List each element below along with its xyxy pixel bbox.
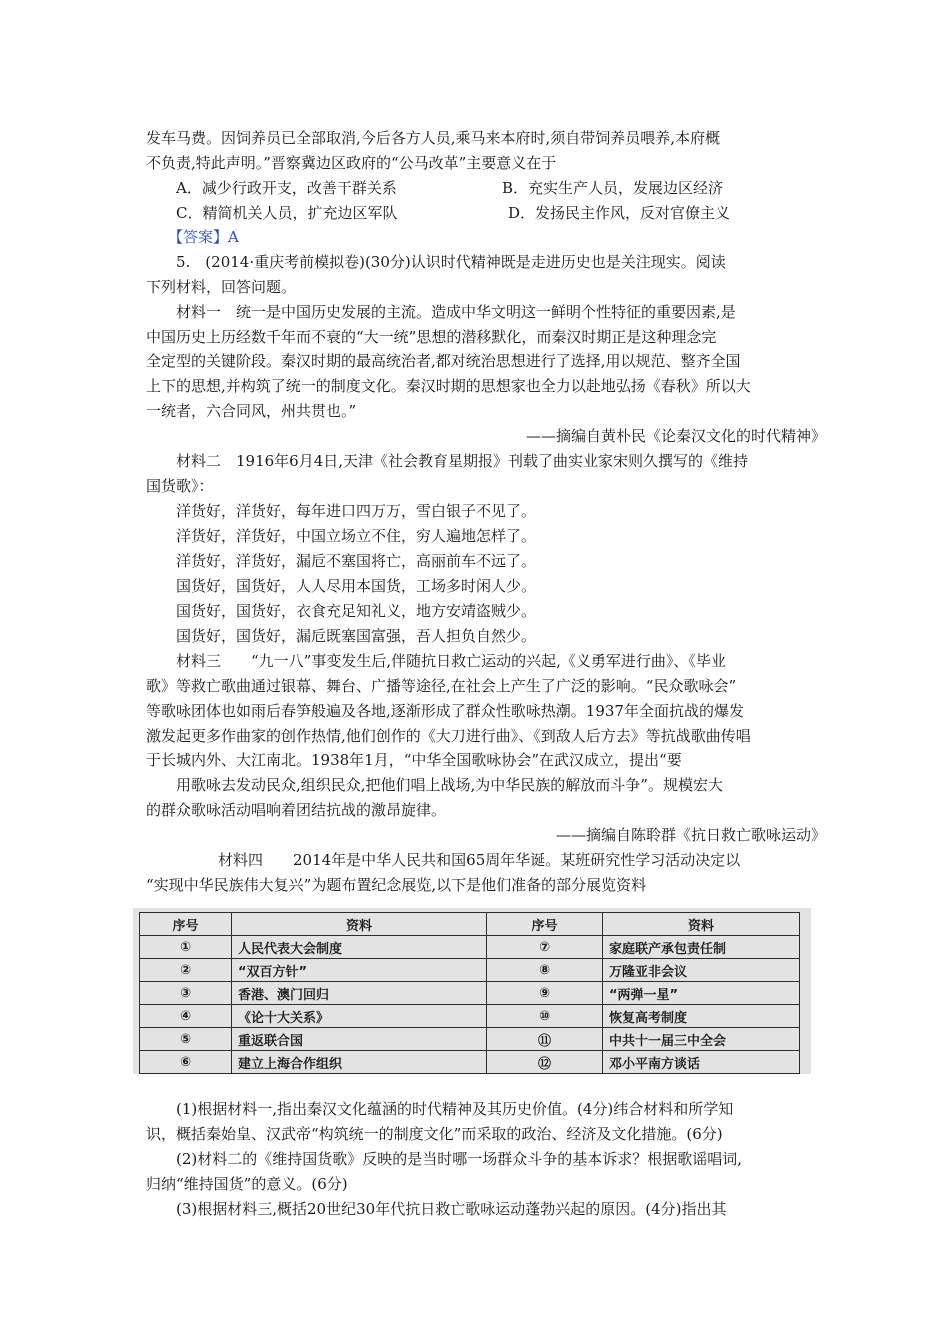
material3-line-1: 材料三 “九一八”事变发生后,伴随抗日救亡运动的兴起,《义勇军进行曲》、《毕业 — [176, 652, 726, 670]
option-d: D．发扬民主作风，反对官僚主义 — [508, 204, 731, 222]
question-line-5: (3)根据材料三,概括20世纪30年代抗日救亡歌咏运动蓬勃兴起的原因。(4分)指出其 — [176, 1200, 727, 1218]
table-cell: ③ — [140, 982, 232, 1005]
material2-line-2: 国货歌》： — [146, 477, 214, 495]
intro-line-2: 不负责,特此声明。”晋察冀边区政府的“公马改革”主要意义在于 — [146, 154, 557, 172]
table-cell: 香港、澳门回归 — [232, 982, 487, 1005]
table-cell: 人民代表大会制度 — [232, 936, 487, 959]
table-row — [140, 1051, 800, 1074]
table-header-row — [140, 913, 800, 936]
table-cell: ⑤ — [140, 1028, 232, 1051]
material3-line-7: 的群众歌咏活动唱响着团结抗战的激昂旋律。 — [146, 801, 447, 819]
intro-line-1: 发车马费。因饲养员已全部取消,今后各方人员,乘马来本府时,须自带饲养员喂养,本府概 — [146, 129, 721, 147]
exhibit-table — [139, 912, 800, 1074]
song-line-3: 洋货好，洋货好，漏卮不塞国将亡，高丽前车不远了。 — [176, 552, 537, 570]
table-cell: “双百方针” — [232, 959, 487, 982]
material1-line-3: 全定型的关键阶段。秦汉时期的最高统治者,都对统治思想进行了选择,用以规范、整齐全国 — [146, 352, 741, 370]
material1-line-5: 一统者，六合同风，州共贯也。” — [146, 402, 357, 420]
table-cell: 中共十一届三中全会 — [603, 1028, 800, 1051]
table-cell: 重返联合国 — [232, 1028, 487, 1051]
answer-line — [168, 227, 239, 247]
table-row — [140, 1005, 800, 1028]
exhibit-table-image — [133, 908, 811, 1074]
table-cell: 《论十大关系》 — [232, 1005, 487, 1028]
table-cell: ⑥ — [140, 1051, 232, 1074]
q5-line-2: 下列材料，回答问题。 — [146, 278, 297, 296]
option-c: C．精简机关人员，扩充边区军队 — [176, 204, 398, 222]
material4-line-2: “实现中华民族伟大复兴”为题布置纪念展览,以下是他们准备的部分展览资料 — [146, 876, 647, 894]
song-line-5: 国货好，国货好，衣食充足知礼义，地方安靖盗贼少。 — [176, 602, 537, 620]
table-header-cell: 资料 — [232, 913, 487, 936]
table-row — [140, 936, 800, 959]
question-line-1: (1)根据材料一,指出秦汉文化蕴涵的时代精神及其历史价值。(4分)纬合材料和所学知 — [176, 1100, 734, 1118]
q5-line-1: 5. (2014·重庆考前模拟卷)(30分)认识时代精神既是走进历史也是关注现实。阅读 — [176, 253, 726, 271]
table-cell: 恢复高考制度 — [603, 1005, 800, 1028]
material3-line-3: 等歌咏团体也如雨后春笋般遍及各地,逐渐形成了群众性歌咏热潮。1937年全面抗战的爆发 — [146, 702, 744, 720]
table-header-cell: 资料 — [603, 913, 800, 936]
option-a: A．减少行政开支，改善干群关系 — [176, 179, 397, 197]
material3-line-4: 激发起更多作曲家的创作热情,他们创作的《大刀进行曲》、《到敌人后方去》等抗战歌曲传唱 — [146, 727, 751, 745]
table-cell: ⑩ — [487, 1005, 603, 1028]
table-cell: 家庭联产承包责任制 — [603, 936, 800, 959]
table-cell: 万隆亚非会议 — [603, 959, 800, 982]
material1-line-1: 材料一 统一是中国历史发展的主流。造成中华文明这一鲜明个性特征的重要因素,是 — [176, 303, 736, 321]
answer-value: A — [228, 228, 239, 246]
song-line-4: 国货好，国货好，人人尽用本国货，工场多时闲人少。 — [176, 577, 537, 595]
material3-source: ——摘编自陈聆群《抗日救亡歌咏运动》 — [555, 826, 826, 844]
table-cell: “两弹一星” — [603, 982, 800, 1005]
material2-line-1: 材料二 1916年6月4日,天津《社会教育星期报》刊载了曲实业家宋则久撰写的《维持 — [176, 452, 749, 470]
question-line-3: (2)材料二的《维持国货歌》反映的是当时哪一场群众斗争的基本诉求？根据歌谣唱词, — [176, 1150, 743, 1168]
song-line-1: 洋货好，洋货好，每年进口四万万，雪白银子不见了。 — [176, 502, 537, 520]
table-cell: ① — [140, 936, 232, 959]
table-cell: ⑪ — [487, 1028, 603, 1051]
material1-line-4: 上下的思想,并构筑了统一的制度文化。秦汉时期的思想家也全力以赴地弘扬《春秋》所以大 — [146, 377, 751, 395]
answer-tag: 【答案】 — [168, 228, 229, 246]
material3-line-6: 用歌咏去发动民众,组织民众,把他们唱上战场,为中华民族的解放而斗争”。规模宏大 — [176, 776, 723, 794]
song-line-2: 洋货好，洋货好，中国立场立不住，穷人遍地怎样了。 — [176, 527, 537, 545]
material3-line-2: 歌》等救亡歌曲通过银幕、舞台、广播等途径,在社会上产生了广泛的影响。“民众歌咏会” — [146, 677, 737, 695]
table-cell: 建立上海合作组织 — [232, 1051, 487, 1074]
table-header-cell: 序号 — [487, 913, 603, 936]
table-row — [140, 982, 800, 1005]
table-cell: ⑦ — [487, 936, 603, 959]
table-cell: ⑫ — [487, 1051, 603, 1074]
question-line-4: 归纳“维持国货”的意义。(6分) — [146, 1175, 348, 1193]
material3-line-5: 于长城内外、大江南北。1938年1月，“中华全国歌咏协会”在武汉成立，提出“要 — [146, 751, 682, 769]
song-line-6: 国货好，国货好，漏卮既塞国富强，吾人担负自然少。 — [176, 627, 537, 645]
material4-line-1: 材料四 2014年是中华人民共和国65周年华诞。某班研究性学习活动决定以 — [218, 851, 741, 869]
table-row — [140, 1028, 800, 1051]
table-cell: 邓小平南方谈话 — [603, 1051, 800, 1074]
question-line-2: 识，概括秦始皇、汉武帝“构筑统一的制度文化”而采取的政治、经济及文化措施。(6分) — [146, 1125, 723, 1143]
table-cell: ④ — [140, 1005, 232, 1028]
material1-source: ——摘编自黄朴民《论秦汉文化的时代精神》 — [525, 427, 826, 445]
material1-line-2: 中国历史上历经数千年而不衰的“大一统”思想的潜移默化，而秦汉时期正是这种理念完 — [146, 328, 717, 346]
option-b: B．充实生产人员，发展边区经济 — [502, 179, 724, 197]
table-header-cell: 序号 — [140, 913, 232, 936]
table-row — [140, 959, 800, 982]
table-cell: ⑨ — [487, 982, 603, 1005]
table-cell: ⑧ — [487, 959, 603, 982]
table-cell: ② — [140, 959, 232, 982]
